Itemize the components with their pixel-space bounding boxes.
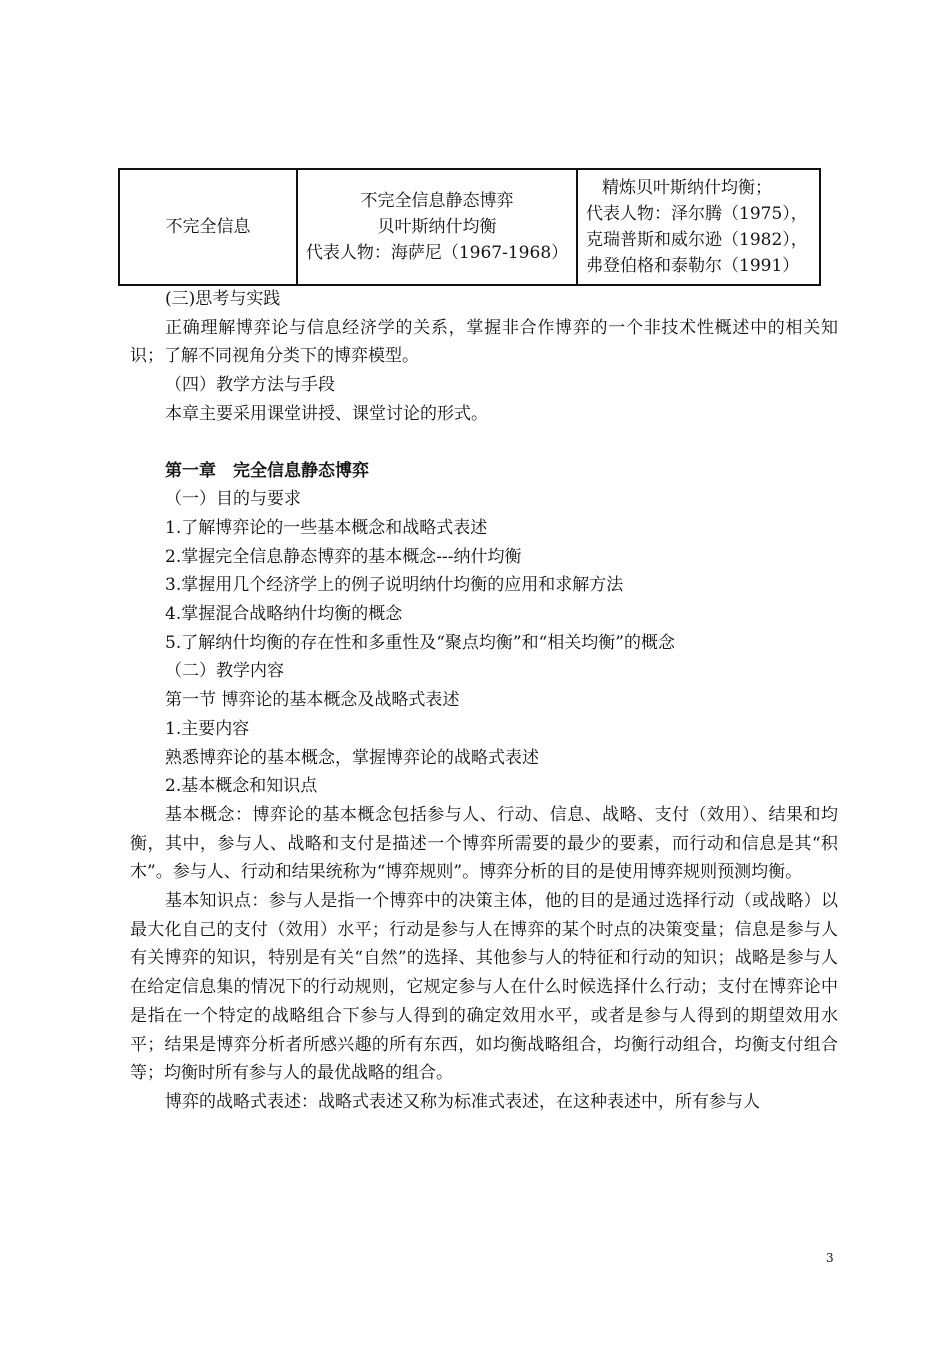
paragraph: 博弈的战略式表述：战略式表述又称为标准式表述，在这种表述中，所有参与人 [165,1091,760,1112]
game-classification-table [118,168,821,286]
paragraph: 基本概念：博弈论的基本概念包括参与人、行动、信息、战略、支付（效用）、结果和均衡，其中，参与人、战略和支付是描述一个博弈所需要的最少的要素，而行动和信息是其“积木”。参与人、行动和结果统称为“博弈规则”。博弈分析的目的是使用博弈规则预测均衡。 [130,804,838,883]
cell-line: 代表人物：海萨尼（1967-1968） [305,243,569,263]
list-item: 3.掌握用几个经济学上的例子说明纳什均衡的应用和求解方法 [165,575,624,596]
list-item: 4.掌握混合战略纳什均衡的概念 [165,604,403,625]
list-item: 5.了解纳什均衡的存在性和多重性及“聚点均衡”和“相关均衡”的概念 [165,632,675,653]
paragraph: 基本知识点：参与人是指一个博弈中的决策主体，他的目的是通过选择行动（或战略）以最大化自己的支付（效用）水平；行动是参与人在博弈的某个时点的决策变量；信息是参与人有关博弈的知识，特别是有关“自然”的选择、其他参与人的特征和行动的知识；战略是参与人在给定信息集的情况下的行动规则，它规定参与人在什么时候选择什么行动；支付在博弈论中是指在一个特定的战略组合下参与人得到的确定效用水平，或者是参与人得到的期望效用水平；结果是博弈分析者所感兴趣的所有东西，如均衡战略组合，均衡行动组合，均衡支付组合等；均衡时所有参与人的最优战略的组合。 [130,891,838,1084]
table-cell-static-game [297,169,577,285]
section-heading: （一）目的与要求 [165,489,301,510]
section-title: 第一节 博弈论的基本概念及战略式表述 [165,690,460,711]
subheading: 1.主要内容 [165,718,250,739]
cell-text: 不完全信息 [165,217,251,237]
cell-line: 代表人物：泽尔腾（1975）， [586,204,808,224]
paragraph: 熟悉博弈论的基本概念，掌握博弈论的战略式表述 [165,747,539,768]
table-row [119,169,820,285]
section-heading: （二）教学内容 [165,661,284,682]
list-item: 2.掌握完全信息静态博弈的基本概念---纳什均衡 [165,546,522,567]
paragraph: 本章主要采用课堂讲授、课堂讨论的形式。 [165,403,488,424]
page-number: 3 [826,1251,834,1265]
cell-line: 弗登伯格和泰勒尔（1991） [586,256,800,276]
table-cell-info-type [119,169,297,285]
section-heading: (三)思考与实践 [165,289,281,309]
cell-line: 贝叶斯纳什均衡 [377,217,497,237]
cell-line: 精炼贝叶斯纳什均衡； [602,178,772,198]
chapter-title: 第一章 完全信息静态博弈 [165,460,369,481]
cell-line: 不完全信息静态博弈 [360,191,514,211]
table-cell-dynamic-game [577,169,820,285]
body-text [130,285,838,1117]
spacer [130,429,838,457]
list-item: 1.了解博弈论的一些基本概念和战略式表述 [165,517,488,538]
cell-line: 克瑞普斯和威尔逊（1982）， [586,230,808,250]
paragraph: 正确理解博弈论与信息经济学的关系，掌握非合作博弈的一个非技术性概述中的相关知识；了解不同视角分类下的博弈模型。 [130,317,838,367]
section-heading: （四）教学方法与手段 [165,375,335,396]
subheading: 2.基本概念和知识点 [165,776,318,797]
